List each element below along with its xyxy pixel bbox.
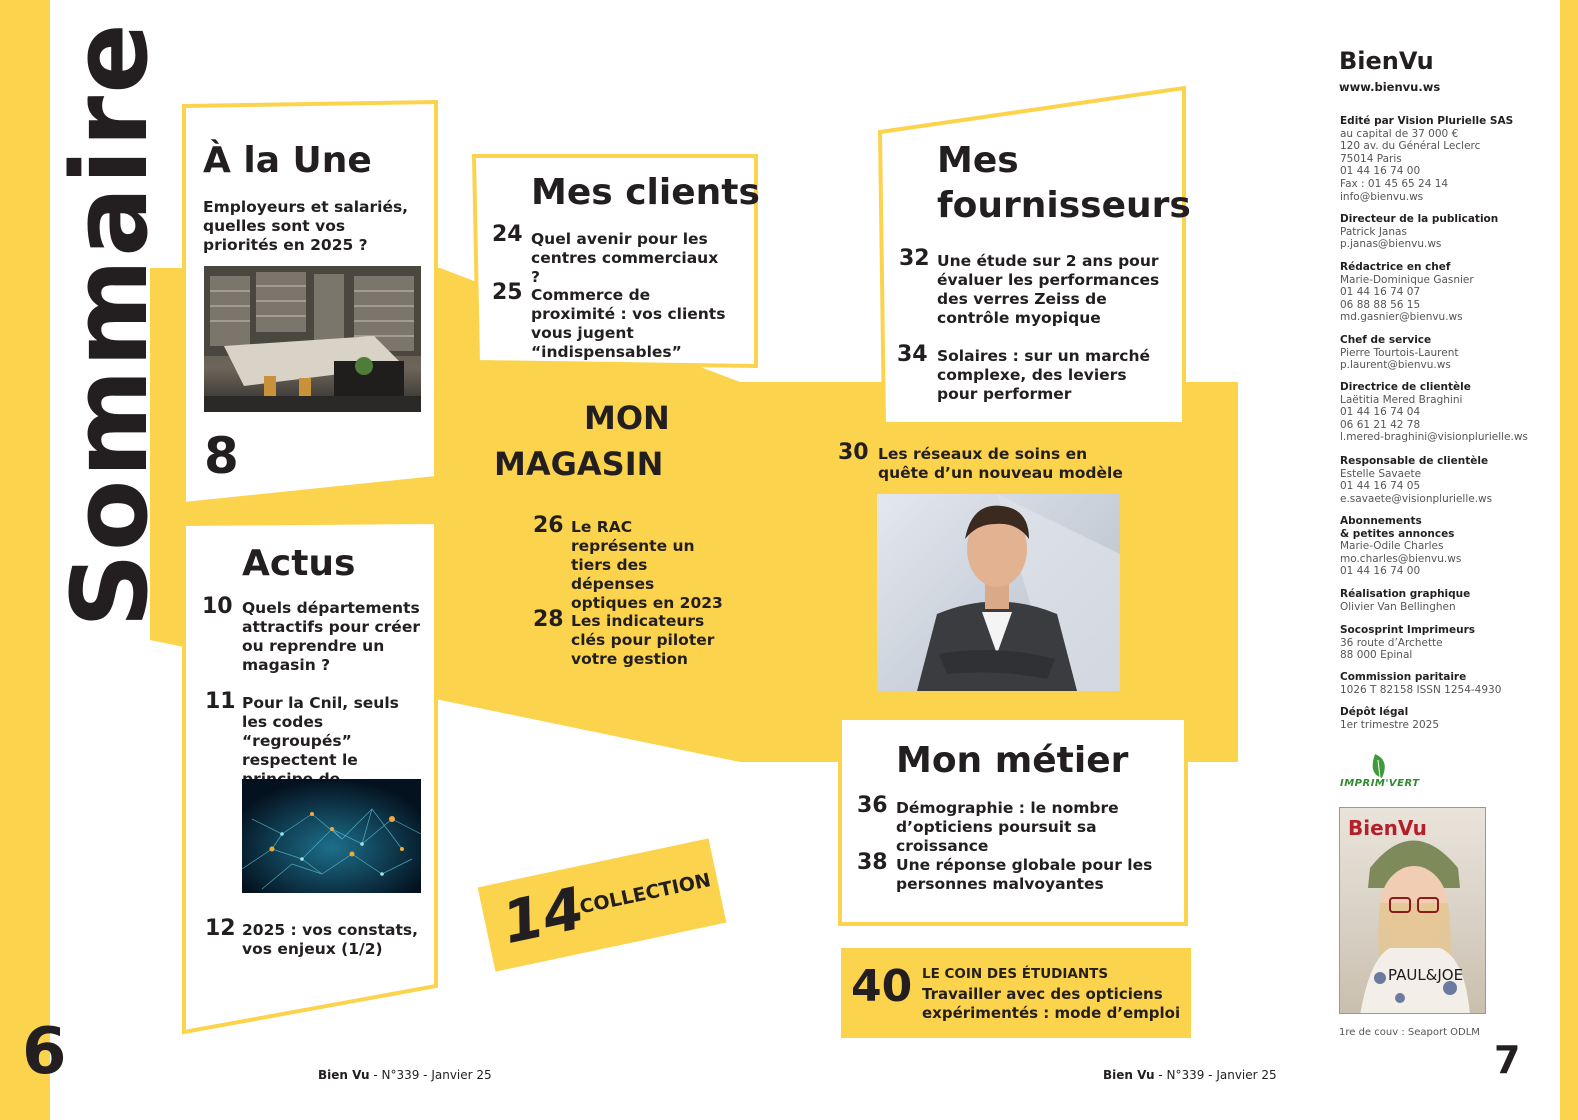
network-illustration: [242, 779, 421, 893]
actus-item-number: 12: [205, 916, 236, 941]
masthead-block: [1340, 671, 1550, 696]
mes-fournisseurs-item-number: 32: [899, 246, 930, 271]
masthead-block-label: Socosprint Imprimeurs: [1340, 624, 1476, 636]
collection-label: COLLECTION: [577, 869, 713, 919]
mon-magasin-item-28[interactable]: Les indicateurs clés pour piloter votre gestion: [571, 612, 715, 668]
store-interior-illustration: [204, 266, 421, 412]
cover-credit: 1re de couv : Seaport ODLM: [1339, 1027, 1480, 1038]
masthead-block: [1340, 261, 1550, 324]
masthead-block: [1340, 515, 1550, 578]
a-la-une-page-number: 8: [204, 427, 239, 485]
left-page-number: 6: [22, 1015, 67, 1089]
masthead-block-line: 06 88 88 56 15: [1340, 298, 1421, 311]
masthead-block: [1340, 706, 1550, 731]
network-photo: [242, 779, 421, 893]
masthead-block-line: Pierre Tourtois-Laurent: [1340, 346, 1459, 359]
mes-fournisseurs-item-number: 34: [897, 342, 928, 367]
masthead-block-line[interactable]: mo.charles@bienvu.ws: [1340, 552, 1462, 565]
masthead-block-label: & petites annonces: [1340, 527, 1455, 540]
mon-metier-item-number: 36: [857, 793, 888, 818]
actus-item-number: 10: [202, 594, 233, 619]
actus-item-10[interactable]: Quels départements attractifs pour créer ou reprendre un magasin ?: [242, 599, 420, 674]
footer-issue: - N°339 - Janvier 25: [369, 1068, 492, 1082]
bienvu-logo: BienVu: [1339, 47, 1434, 75]
mes-fournisseurs-title-line1: Mes: [937, 140, 1019, 181]
mon-magasin-title-line2: MAGASIN: [494, 445, 664, 483]
portrait-photo: [877, 494, 1120, 691]
portrait-illustration: [877, 494, 1120, 691]
masthead-block-line: au capital de 37 000 €: [1340, 127, 1459, 140]
optical-store-photo: [204, 266, 421, 412]
masthead-block-line: 75014 Paris: [1340, 152, 1402, 165]
cover-brand: PAUL&JOE: [1388, 966, 1464, 984]
mes-clients-item-25[interactable]: Commerce de proximité : vos clients vous jugent “indispensables”: [531, 286, 726, 361]
a-la-une-title: À la Une: [203, 140, 372, 181]
mon-metier-item-number: 38: [857, 850, 888, 875]
mon-metier-item-36[interactable]: Démographie : le nombre d’opticiens poursuit sa croissance: [896, 799, 1119, 855]
masthead-block-line: Estelle Savaete: [1340, 467, 1422, 480]
masthead-block-line: Olivier Van Bellinghen: [1340, 600, 1456, 613]
masthead-block-line: 01 44 16 74 04: [1340, 406, 1421, 419]
footer-brand: Bien Vu: [1103, 1068, 1155, 1082]
actus-item-12[interactable]: 2025 : vos constats, vos enjeux (1/2): [242, 921, 418, 958]
masthead-block-line[interactable]: p.janas@bienvu.ws: [1340, 238, 1442, 251]
masthead-block: [1340, 213, 1550, 251]
collection-page-number: 14: [496, 873, 590, 958]
mon-magasin-item-number: 26: [533, 513, 564, 538]
mes-clients-item-number: 25: [492, 280, 523, 305]
masthead-block: [1340, 624, 1550, 662]
mes-fournisseurs-item-34[interactable]: Solaires : sur un marché complexe, des leviers pour performer: [937, 347, 1151, 403]
masthead-block-line[interactable]: md.gasnier@bienvu.ws: [1340, 311, 1463, 324]
masthead-block-line[interactable]: l.mered-braghini@visionplurielle.ws: [1340, 431, 1528, 444]
masthead-block-label: Directeur de la publication: [1340, 213, 1499, 225]
imprim-vert-label: IMPRIM'VERT: [1340, 778, 1420, 789]
masthead-block-line: 1026 T 82158 ISSN 1254-4930: [1340, 683, 1502, 696]
actus-item-number: 11: [205, 689, 236, 714]
mes-fournisseurs-item-32[interactable]: Une étude sur 2 ans pour évaluer les performances des verres Zeiss de contrôle myopique: [937, 252, 1160, 327]
masthead-block: [1340, 588, 1550, 613]
masthead-block-line: 01 44 16 74 00: [1340, 565, 1421, 578]
mon-magasin-item-number: 28: [533, 607, 564, 632]
masthead-block-label: Directrice de clientèle: [1340, 381, 1471, 393]
coin-etudiants-heading: LE COIN DES ÉTUDIANTS: [922, 966, 1109, 982]
masthead-block-line: Patrick Janas: [1340, 225, 1407, 238]
mes-clients-item-24[interactable]: Quel avenir pour les centres commerciaux ?: [531, 230, 719, 286]
masthead-block-line: 01 44 16 74 07: [1340, 286, 1421, 299]
mon-magasin-item-26[interactable]: Le RAC représente un tiers des dépenses optiques en 2023: [571, 518, 723, 612]
masthead-block-label: Dépôt légal: [1340, 706, 1409, 718]
masthead-block-label: Commission paritaire: [1340, 671, 1467, 683]
mon-metier-title: Mon métier: [896, 740, 1129, 781]
masthead-block: [1340, 115, 1550, 203]
magazine-cover-thumbnail[interactable]: [1339, 807, 1486, 1014]
masthead-block-line: Laëtitia Mered Braghini: [1340, 393, 1463, 406]
masthead-block: [1340, 381, 1550, 444]
masthead-block-label: Rédactrice en chef: [1340, 261, 1451, 273]
masthead-block-line: 1er trimestre 2025: [1340, 718, 1440, 731]
masthead-block-line[interactable]: e.savaete@visionplurielle.ws: [1340, 492, 1493, 505]
footer-brand: Bien Vu: [318, 1068, 370, 1082]
page-title: Sommaire: [49, 21, 171, 628]
masthead-block-line: 06 61 21 42 78: [1340, 418, 1421, 431]
footer-right: [1103, 1068, 1277, 1082]
masthead-block-line: 120 av. du Général Leclerc: [1340, 140, 1481, 153]
masthead-block-label: Edité par Vision Plurielle SAS: [1340, 115, 1514, 127]
masthead-block-label: Responsable de clientèle: [1340, 455, 1489, 467]
masthead-block-label: Abonnements: [1340, 515, 1422, 527]
bienvu-url[interactable]: www.bienvu.ws: [1339, 80, 1441, 94]
masthead-block-label: Réalisation graphique: [1340, 588, 1471, 600]
coin-etudiants-page-number: 40: [851, 961, 913, 1012]
mes-clients-title: Mes clients: [531, 172, 760, 213]
coin-etudiants-box[interactable]: [841, 948, 1191, 1038]
right-page-number: 7: [1494, 1038, 1521, 1082]
masthead-block: [1340, 334, 1550, 372]
mes-clients-item-number: 24: [492, 222, 523, 247]
imprim-vert-logo: [1340, 752, 1440, 792]
mes-fournisseurs-title-line2: fournisseurs: [937, 185, 1191, 226]
mon-metier-item-38[interactable]: Une réponse globale pour les personnes malvoyantes: [896, 856, 1153, 893]
reseaux-item-30[interactable]: Les réseaux de soins en quête d’un nouveau modèle: [878, 445, 1123, 482]
footer-issue: - N°339 - Janvier 25: [1154, 1068, 1277, 1082]
cover-logo: BienVu: [1348, 816, 1427, 840]
actus-title: Actus: [242, 543, 356, 584]
a-la-une-subtitle[interactable]: Employeurs et salariés, quelles sont vos priorités en 2025 ?: [203, 198, 409, 254]
masthead-block-line: 36 route d’Archette: [1340, 636, 1443, 649]
masthead-block-line[interactable]: p.laurent@bienvu.ws: [1340, 359, 1451, 372]
footer-left: [318, 1068, 492, 1082]
masthead-block-line: 88 000 Epinal: [1340, 649, 1413, 662]
masthead-block: [1340, 455, 1550, 505]
masthead-block-line: 01 44 16 74 05: [1340, 480, 1421, 493]
masthead-block-line[interactable]: info@bienvu.ws: [1340, 190, 1424, 203]
mon-magasin-title-line1: MON: [584, 399, 670, 437]
actus-item-11[interactable]: Pour la Cnil, seuls les codes “regroupés” respectent le: [242, 694, 399, 769]
masthead-block-line: Marie-Dominique Gasnier: [1340, 273, 1474, 286]
reseaux-item-number: 30: [838, 440, 869, 465]
masthead-block-label: Chef de service: [1340, 334, 1432, 346]
masthead-block-line: Fax : 01 45 65 24 14: [1340, 177, 1449, 190]
masthead-block-line: 01 44 16 74 00: [1340, 165, 1421, 178]
coin-etudiants-text: Travailler avec des opticiens expérimentés : mode d’emploi: [922, 985, 1181, 1022]
masthead-block-line: Marie-Odile Charles: [1340, 540, 1444, 553]
